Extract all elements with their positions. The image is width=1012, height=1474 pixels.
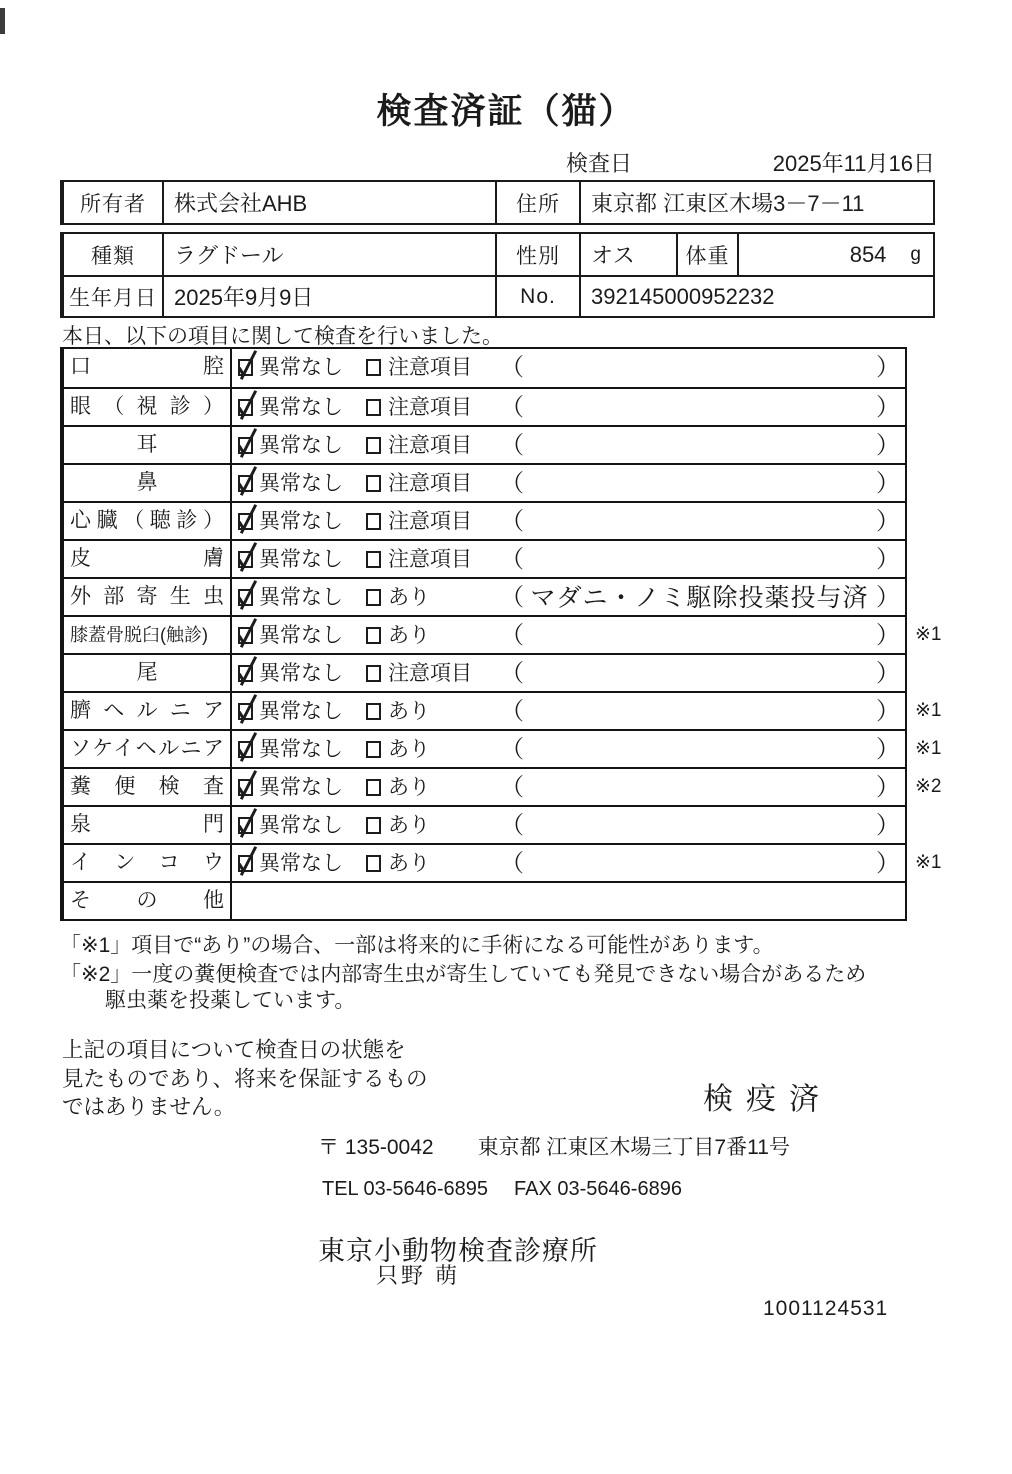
inspection-date-value: 2025年11月16日 (772, 151, 935, 176)
checklist-row-content (232, 579, 905, 615)
option-alt-label: 注意項目 (388, 396, 472, 419)
paren-content (520, 807, 879, 845)
paren-open: （ (500, 546, 524, 573)
scan-artifact (0, 8, 5, 34)
paren-content (520, 693, 879, 731)
clinic-address: 東京都 江東区木場三丁目7番11号 (477, 1136, 790, 1159)
owner-label: 所有者 (64, 182, 164, 223)
sex-label: 性別 (497, 234, 581, 275)
checklist-row-content (232, 693, 905, 729)
option-no-abnormality-label: 異常なし (259, 434, 343, 457)
paren-open: （ (500, 736, 524, 763)
checklist-item-label: 眼（視診） (64, 389, 232, 425)
paren-content (520, 617, 879, 655)
reference-mark: ※1 (915, 852, 942, 873)
checkbox-checked-icon (238, 855, 253, 872)
checkbox-checked-icon (238, 627, 253, 644)
checklist-item-label: 鼻 (64, 465, 232, 501)
checkbox-checked-icon (238, 703, 253, 720)
option-no-abnormality-label: 異常なし (259, 700, 343, 723)
breed-value: ラグドール (164, 234, 497, 275)
option-alt-label: 注意項目 (388, 510, 472, 533)
weight-unit: g (910, 243, 921, 265)
pet-table (60, 232, 935, 318)
checkbox-empty-icon (366, 589, 381, 606)
checklist-row (64, 843, 942, 881)
paren-content (520, 465, 879, 503)
paren-content (520, 427, 879, 465)
checklist-row-content (232, 655, 905, 691)
checklist-row-content (232, 807, 905, 843)
number-label: No. (497, 277, 581, 316)
paren-open: （ (500, 432, 524, 459)
checkbox-empty-icon (366, 627, 381, 644)
checkbox-checked-icon (238, 741, 253, 758)
checklist-row (64, 767, 942, 805)
paren-open: （ (500, 354, 524, 381)
checklist-item-label: 耳 (64, 427, 232, 463)
document-number: 1001124531 (763, 1297, 889, 1320)
clinic-name: 東京小動物検査診療所 (318, 1236, 598, 1266)
checklist-row-content (232, 731, 905, 767)
paren-open: （ (500, 774, 524, 801)
checklist-row-content (232, 389, 905, 425)
weight-value: 854 (849, 241, 887, 267)
checkbox-empty-icon (366, 665, 381, 682)
option-alt-label: あり (388, 586, 430, 609)
paren-close: ） (876, 394, 900, 421)
checkbox-checked-icon (238, 551, 253, 568)
option-no-abnormality-label: 異常なし (259, 396, 343, 419)
checkbox-checked-icon (238, 359, 253, 376)
birthdate-label: 生年月日 (64, 277, 164, 316)
tel-number: TEL 03-5646-6895 (322, 1178, 489, 1200)
checkbox-empty-icon (366, 399, 381, 416)
checklist-item-label: 膝蓋骨脱臼(触診) (64, 617, 232, 653)
checklist-row-content (232, 465, 905, 501)
checkbox-empty-icon (366, 359, 381, 376)
option-alt-label: あり (388, 814, 430, 837)
sex-value: オス (581, 234, 678, 275)
reference-mark: ※1 (915, 700, 942, 721)
checkbox-checked-icon (238, 665, 253, 682)
checkbox-empty-icon (366, 551, 381, 568)
option-alt-label: あり (388, 776, 430, 799)
checklist-row (64, 805, 905, 843)
checklist-row (64, 577, 905, 615)
footnote-2-line-2: 駆虫薬を投薬しています。 (105, 989, 356, 1012)
checklist-row-content (232, 503, 905, 539)
checklist-item-label: 心臓（聴診） (64, 503, 232, 539)
paren-close: ） (876, 354, 900, 381)
checkbox-empty-icon (366, 779, 381, 796)
number-value: 392145000952232 (591, 283, 775, 309)
checklist-row (64, 463, 905, 501)
paren-close: ） (876, 470, 900, 497)
checklist-row (64, 501, 905, 539)
fax-number: FAX 03-5646-6896 (514, 1178, 682, 1200)
owner-table (60, 180, 935, 225)
checkbox-empty-icon (366, 475, 381, 492)
breed-label: 種類 (64, 234, 164, 275)
option-no-abnormality-label: 異常なし (259, 776, 343, 799)
checklist-table (60, 347, 942, 921)
paren-close: ） (876, 546, 900, 573)
paren-open: （ (500, 394, 524, 421)
paren-close: ） (876, 584, 900, 611)
checklist-row (64, 881, 905, 919)
checklist-row-content (232, 883, 905, 919)
footnote-2-line-1: 「※2」一度の糞便検査では内部寄生虫が寄生していても発見できない場合があるため (60, 963, 867, 986)
address-label: 住所 (497, 182, 581, 223)
option-alt-label: 注意項目 (388, 356, 472, 379)
reference-mark: ※1 (915, 738, 942, 759)
checklist-row-content (232, 349, 905, 387)
paren-content (520, 389, 879, 427)
option-alt-label: 注意項目 (388, 548, 472, 571)
page-title: 検査済証（猫） (376, 92, 636, 131)
examiner-name: 只野 萌 (376, 1263, 461, 1288)
checkbox-checked-icon (238, 779, 253, 796)
paren-content (520, 769, 879, 807)
paren-open: （ (500, 660, 524, 687)
option-alt-label: 注意項目 (388, 472, 472, 495)
checkbox-empty-icon (366, 741, 381, 758)
paren-close: ） (876, 736, 900, 763)
option-alt-label: 注意項目 (388, 662, 472, 685)
checkbox-checked-icon (238, 437, 253, 454)
postal-code: 〒 135-0042 (318, 1136, 434, 1159)
paren-close: ） (876, 698, 900, 725)
checklist-row-content (232, 617, 905, 653)
checklist-row-content (232, 541, 905, 577)
paren-content: マダニ・ノミ駆除投薬投与済 (530, 584, 869, 612)
checkbox-empty-icon (366, 513, 381, 530)
disclaimer-line-2: 見たものであり、将来を保証するもの (62, 1066, 428, 1091)
checklist-item-label: 糞便検査 (64, 769, 232, 805)
checklist-row (64, 691, 942, 729)
checklist-item-label: その他 (64, 883, 232, 919)
option-no-abnormality-label: 異常なし (259, 814, 343, 837)
disclaimer-line-3: ではありません。 (62, 1095, 236, 1119)
checklist-item-label: 皮膚 (64, 541, 232, 577)
birthdate-value: 2025年9月9日 (164, 277, 497, 316)
inspection-date-label: 検査日 (566, 151, 633, 176)
clinic-phone-line (322, 1178, 682, 1201)
intro-text: 本日、以下の項目に関して検査を行いました。 (62, 325, 503, 348)
paren-close: ） (876, 508, 900, 535)
checklist-item-label: 臍ヘルニア (64, 693, 232, 729)
clinic-address-line (318, 1131, 790, 1161)
checkbox-checked-icon (238, 589, 253, 606)
paren-close: ） (876, 622, 900, 649)
checklist-item-label: 口腔 (64, 349, 232, 387)
paren-content (520, 655, 879, 693)
checklist-item-label: 尾 (64, 655, 232, 691)
paren-open: （ (500, 698, 524, 725)
checklist-row (64, 387, 905, 425)
option-alt-label: 注意項目 (388, 434, 472, 457)
paren-content (520, 845, 879, 883)
reference-mark: ※1 (915, 624, 942, 645)
option-no-abnormality-label: 異常なし (259, 472, 343, 495)
option-no-abnormality-label: 異常なし (259, 510, 343, 533)
option-no-abnormality-label: 異常なし (259, 738, 343, 761)
paren-open: （ (500, 470, 524, 497)
checkbox-empty-icon (366, 703, 381, 720)
paren-close: ） (876, 850, 900, 877)
owner-value: 株式会社AHB (164, 182, 497, 223)
checklist-row (64, 349, 905, 387)
checklist-item-label: インコウ (64, 845, 232, 881)
checkbox-empty-icon (366, 817, 381, 834)
checklist-row (64, 425, 905, 463)
owner-row (64, 182, 933, 223)
paren-close: ） (876, 812, 900, 839)
paren-content (520, 349, 879, 387)
reference-mark: ※2 (915, 776, 942, 797)
quarantine-stamp: 検疫済 (703, 1083, 832, 1116)
checkbox-checked-icon (238, 817, 253, 834)
option-no-abnormality-label: 異常なし (259, 624, 343, 647)
disclaimer-text (62, 1036, 428, 1122)
checklist-row (64, 539, 905, 577)
option-no-abnormality-label: 異常なし (259, 548, 343, 571)
paren-content (520, 541, 879, 579)
option-alt-label: あり (388, 700, 430, 723)
checklist-row-content (232, 769, 905, 805)
checklist-row (64, 615, 942, 653)
paren-content (520, 731, 879, 769)
checklist-row (64, 653, 905, 691)
option-no-abnormality-label: 異常なし (259, 852, 343, 875)
paren-close: ） (876, 774, 900, 801)
disclaimer-line-1: 上記の項目について検査日の状態を (62, 1038, 406, 1062)
paren-content (520, 503, 879, 541)
option-no-abnormality-label: 異常なし (259, 586, 343, 609)
option-no-abnormality-label: 異常なし (259, 356, 343, 379)
checklist-item-label: 外部寄生虫 (64, 579, 232, 615)
checklist-row-content (232, 845, 905, 881)
checkbox-checked-icon (238, 513, 253, 530)
footnote-1: 「※1」項目で“あり”の場合、一部は将来的に手術になる可能性があります。 (60, 934, 774, 957)
checkbox-checked-icon (238, 475, 253, 492)
checklist-row (64, 729, 942, 767)
checklist-row-content (232, 427, 905, 463)
option-alt-label: あり (388, 852, 430, 875)
checklist-item-label: 泉門 (64, 807, 232, 843)
pet-row-1 (64, 234, 933, 275)
paren-close: ） (876, 660, 900, 687)
paren-close: ） (876, 432, 900, 459)
paren-open: （ (500, 812, 524, 839)
checkbox-checked-icon (238, 399, 253, 416)
checkbox-empty-icon (366, 437, 381, 454)
checklist-item-label: ソケイヘルニア (64, 731, 232, 767)
option-alt-label: あり (388, 738, 430, 761)
paren-open: （ (500, 508, 524, 535)
weight-label: 体重 (678, 234, 739, 275)
option-no-abnormality-label: 異常なし (259, 662, 343, 685)
pet-row-2 (64, 275, 933, 316)
address-value: 東京都 江東区木場3－7－11 (591, 191, 865, 216)
checkbox-empty-icon (366, 855, 381, 872)
paren-open: （ (500, 850, 524, 877)
paren-open: （ (500, 584, 524, 611)
option-alt-label: あり (388, 624, 430, 647)
paren-open: （ (500, 622, 524, 649)
